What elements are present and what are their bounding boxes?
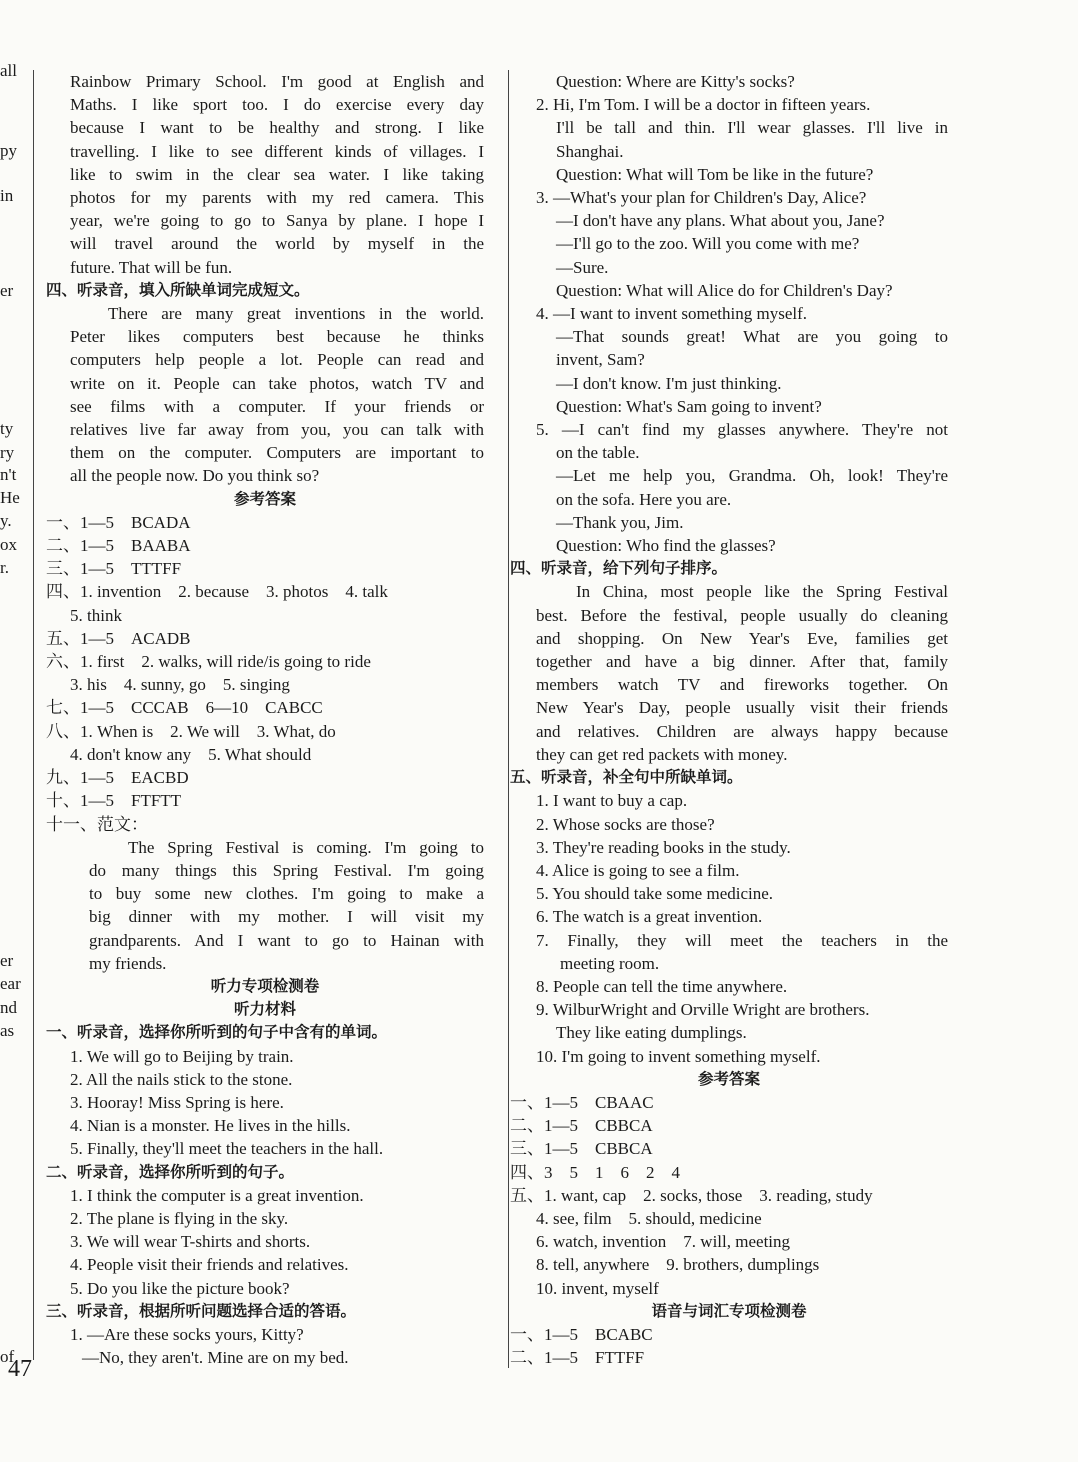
edge-fragment: ear	[0, 974, 21, 993]
answers-title: 参考答案	[233, 489, 296, 508]
answer-line: 6. watch, invention 7. will, meeting	[536, 1232, 791, 1252]
passage-line: write on it. People can take photos, watch TV and	[70, 373, 484, 393]
passage-line: members watch TV and fireworks together. On	[536, 675, 948, 695]
edge-fragment: n't	[0, 465, 17, 484]
list-item: Question: Where are Kitty's socks?	[556, 72, 795, 91]
section-heading: 四、听录音，填入所缺单词完成短文。	[46, 280, 310, 299]
section-heading: 一、听录音，选择你所听到的句子中含有的单词。	[46, 1023, 388, 1042]
answer-line: 一、1—5 BCABC	[510, 1324, 653, 1344]
answer-line: 三、1—5 TTTFF	[46, 559, 182, 579]
answer-line: 九、1—5 EACBD	[46, 768, 189, 788]
passage-line: and relatives. Children are always happy because	[536, 721, 948, 741]
edge-fragment: all	[0, 61, 17, 80]
list-item: —That sounds great! What are you going to	[556, 327, 948, 347]
edge-fragment: er	[0, 281, 14, 300]
list-item: 2. The plane is flying in the sky.	[70, 1208, 289, 1228]
listening-material-subtitle: 听力材料	[233, 1000, 296, 1019]
answer-line: 六、1. first 2. walks, will ride/is going to ride	[46, 652, 371, 672]
passage-line: photos for my parents with my red camera. This	[70, 188, 484, 208]
list-item: on the sofa. Here you are.	[556, 489, 732, 509]
answer-line: 一、1—5 BCADA	[46, 512, 191, 532]
list-item: 5. —I can't find my glasses anywhere. They're not	[536, 420, 948, 440]
answer-line: 3. his 4. sunny, go 5. singing	[70, 675, 290, 695]
list-item: 1. —Are these socks yours, Kitty?	[70, 1324, 304, 1344]
list-item: 3. —What's your plan for Children's Day, Alice?	[536, 188, 867, 208]
passage-line: future. That will be fun.	[70, 257, 233, 277]
answer-line: 七、1—5 CCCAB 6—10 CABCC	[46, 698, 323, 718]
list-item: 4. Alice is going to see a film.	[536, 860, 740, 880]
list-item: Question: Who find the glasses?	[556, 536, 776, 556]
answer-list	[510, 1091, 948, 1300]
list-item: 5. Finally, they'll meet the teachers in the hall.	[70, 1139, 384, 1159]
section-heading: 五、听录音，补全句中所缺单词。	[510, 768, 743, 787]
edge-fragment: y.	[0, 511, 12, 530]
answer-list	[46, 511, 484, 836]
essay-line: do many things this Spring Festival. I'm going	[89, 860, 484, 880]
passage-line: will travel around the world by myself in the	[70, 234, 484, 254]
list-item: 2. Hi, I'm Tom. I will be a doctor in fifteen years.	[536, 95, 871, 115]
list-item: Question: What will Tom be like in the future?	[556, 164, 874, 184]
listening-test-title: 听力专项检测卷	[210, 976, 320, 995]
edge-fragment: ry	[0, 443, 15, 462]
edge-fragment: r.	[0, 558, 9, 577]
edge-fragment: py	[0, 141, 17, 160]
list-item: 10. I'm going to invent something myself.	[536, 1046, 821, 1066]
passage-line: best. Before the festival, people usually do cleaning	[536, 605, 948, 625]
list-item: 9. WilburWright and Orville Wright are brothers.	[536, 1000, 870, 1020]
passage-line: There are many great inventions in the world.	[108, 304, 484, 324]
passage-line: In China, most people like the Spring Festival	[576, 582, 948, 602]
answer-line: 4. don't know any 5. What should	[70, 744, 312, 764]
answer-line: 4. see, film 5. should, medicine	[536, 1208, 762, 1228]
passage-line: they can get red packets with money.	[536, 744, 788, 764]
list-item: —I don't have any plans. What about you, Jane?	[556, 211, 885, 231]
passage-line: computers help people a lot. People can read and	[70, 350, 484, 370]
answer-line: 五、1. want, cap 2. socks, those 3. reading, study	[510, 1185, 873, 1205]
list-item: I'll be tall and thin. I'll wear glasses. I'll live in	[556, 118, 948, 138]
center-divider	[508, 70, 509, 1368]
right-column	[510, 70, 948, 1369]
passage-line: Maths. I like sport too. I do exercise every day	[70, 95, 484, 115]
answer-line: 5. think	[70, 605, 122, 625]
answer-line: 五、1—5 ACADB	[46, 628, 191, 648]
edge-fragment: er	[0, 951, 14, 970]
list-item: 6. The watch is a great invention.	[536, 907, 763, 927]
list-item: 4. Nian is a monster. He lives in the hills.	[70, 1116, 351, 1136]
list-item: invent, Sam?	[556, 350, 645, 370]
essay-line: to buy some new clothes. I'm going to make a	[89, 884, 484, 904]
list-item: 4. —I want to invent something myself.	[536, 304, 808, 324]
essay-line: my friends.	[89, 953, 167, 973]
list-item: They like eating dumplings.	[556, 1023, 747, 1043]
section4-passage	[46, 302, 484, 488]
list-item: 7. Finally, they will meet the teachers in the	[536, 930, 948, 950]
passage-line: and shopping. On New Year's Eve, families get	[536, 628, 948, 648]
left-divider	[33, 70, 34, 1360]
list-item: —Sure.	[556, 257, 609, 277]
passage-line: see films with a computer. If your friends or	[70, 396, 484, 416]
left-column	[46, 70, 484, 1369]
sample-essay	[46, 836, 484, 975]
list-item: 5. Do you like the picture book?	[70, 1278, 290, 1298]
edge-fragment: nd	[0, 998, 17, 1017]
list-item: 1. I think the computer is a great invention.	[70, 1185, 364, 1205]
answer-line: 十一、范文：	[46, 814, 148, 834]
list-item: 5. You should take some medicine.	[536, 884, 774, 904]
list-item: Shanghai.	[556, 141, 624, 161]
edge-fragment: in	[0, 186, 14, 205]
answer-line: 八、1. When is 2. We will 3. What, do	[46, 721, 336, 741]
answer-line: 一、1—5 CBAAC	[510, 1092, 654, 1112]
answer-line: 三、1—5 CBBCA	[510, 1139, 653, 1159]
section-heading: 三、听录音，根据所听问题选择合适的答语。	[46, 1301, 357, 1320]
edge-fragment: ox	[0, 535, 17, 554]
list-item: —I don't know. I'm just thinking.	[556, 373, 782, 393]
passage-line: together and have a big dinner. After that, family	[536, 652, 948, 672]
list-item: 2. Whose socks are those?	[536, 814, 715, 834]
answers-title: 参考答案	[697, 1069, 760, 1088]
passage-line: because I want to be healthy and strong. I like	[70, 118, 484, 138]
passage-line: Rainbow Primary School. I'm good at English and	[70, 72, 484, 91]
essay-line: big dinner with my mother. I will visit my	[89, 907, 484, 927]
list-item: —No, they aren't. Mine are on my bed.	[82, 1348, 349, 1368]
passage-line: year, we're going to go to Sanya by plane. I hope I	[70, 211, 484, 231]
edge-fragment: He	[0, 488, 20, 507]
answer-line: 10. invent, myself	[536, 1278, 659, 1298]
answer-line: 二、1—5 FTTFF	[510, 1348, 645, 1368]
list-item: meeting room.	[560, 953, 660, 973]
list-item: —Let me help you, Grandma. Oh, look! They're	[556, 466, 948, 486]
section4-passage	[510, 580, 948, 766]
list-item: 3. Hooray! Miss Spring is here.	[70, 1092, 284, 1112]
list-item: —Thank you, Jim.	[556, 512, 684, 532]
edge-fragment: as	[0, 1021, 15, 1040]
answer-line: 二、1—5 BAABA	[46, 536, 191, 556]
list-item: 4. People visit their friends and relatives.	[70, 1255, 349, 1275]
edge-fragment: ty	[0, 419, 14, 438]
list-item: —I'll go to the zoo. Will you come with me?	[556, 234, 860, 254]
answer-line: 十、1—5 FTFTT	[46, 791, 182, 811]
passage-line: travelling. I like to see different kinds of villages. I	[70, 141, 484, 161]
list-item: 3. We will wear T-shirts and shorts.	[70, 1232, 311, 1252]
passage-line: New Year's Day, people usually visit their friends	[536, 698, 948, 718]
passage-line: all the people now. Do you think so?	[70, 466, 320, 486]
list-item: Question: What's Sam going to invent?	[556, 396, 822, 416]
passage-line: Peter likes computers best because he thinks	[70, 327, 484, 347]
list-item: 8. People can tell the time anywhere.	[536, 976, 788, 996]
answer-line: 8. tell, anywhere 9. brothers, dumplings	[536, 1255, 820, 1275]
list-item: Question: What will Alice do for Children's Day?	[556, 280, 893, 300]
list-item: 2. All the nails stick to the stone.	[70, 1069, 293, 1089]
essay-line: grandparents. And I want to go to Hainan with	[89, 930, 484, 950]
edge-fragment: of	[0, 1347, 15, 1366]
passage-line: like to swim in the clear sea water. I like taking	[70, 164, 484, 184]
passage-line: them on the computer. Computers are important to	[70, 443, 484, 463]
vocab-test-title: 语音与词汇专项检测卷	[651, 1301, 807, 1320]
list-item: 1. I want to buy a cap.	[536, 791, 688, 811]
section-heading: 四、听录音，给下列句子排序。	[510, 559, 728, 578]
list-item: on the table.	[556, 443, 640, 463]
list-item: 1. We will go to Beijing by train.	[70, 1046, 294, 1066]
answer-line: 二、1—5 CBBCA	[510, 1116, 653, 1136]
answer-line: 四、1. invention 2. because 3. photos 4. talk	[46, 582, 388, 602]
answer-line: 四、3 5 1 6 2 4	[510, 1162, 680, 1182]
essay-line: The Spring Festival is coming. I'm going to	[128, 837, 484, 857]
list-item: 3. They're reading books in the study.	[536, 837, 791, 857]
page-number: 47	[8, 1356, 32, 1382]
passage-line: relatives live far away from you, you can talk with	[70, 420, 484, 440]
section-heading: 二、听录音，选择你所听到的句子。	[46, 1162, 295, 1181]
passage	[46, 70, 484, 279]
